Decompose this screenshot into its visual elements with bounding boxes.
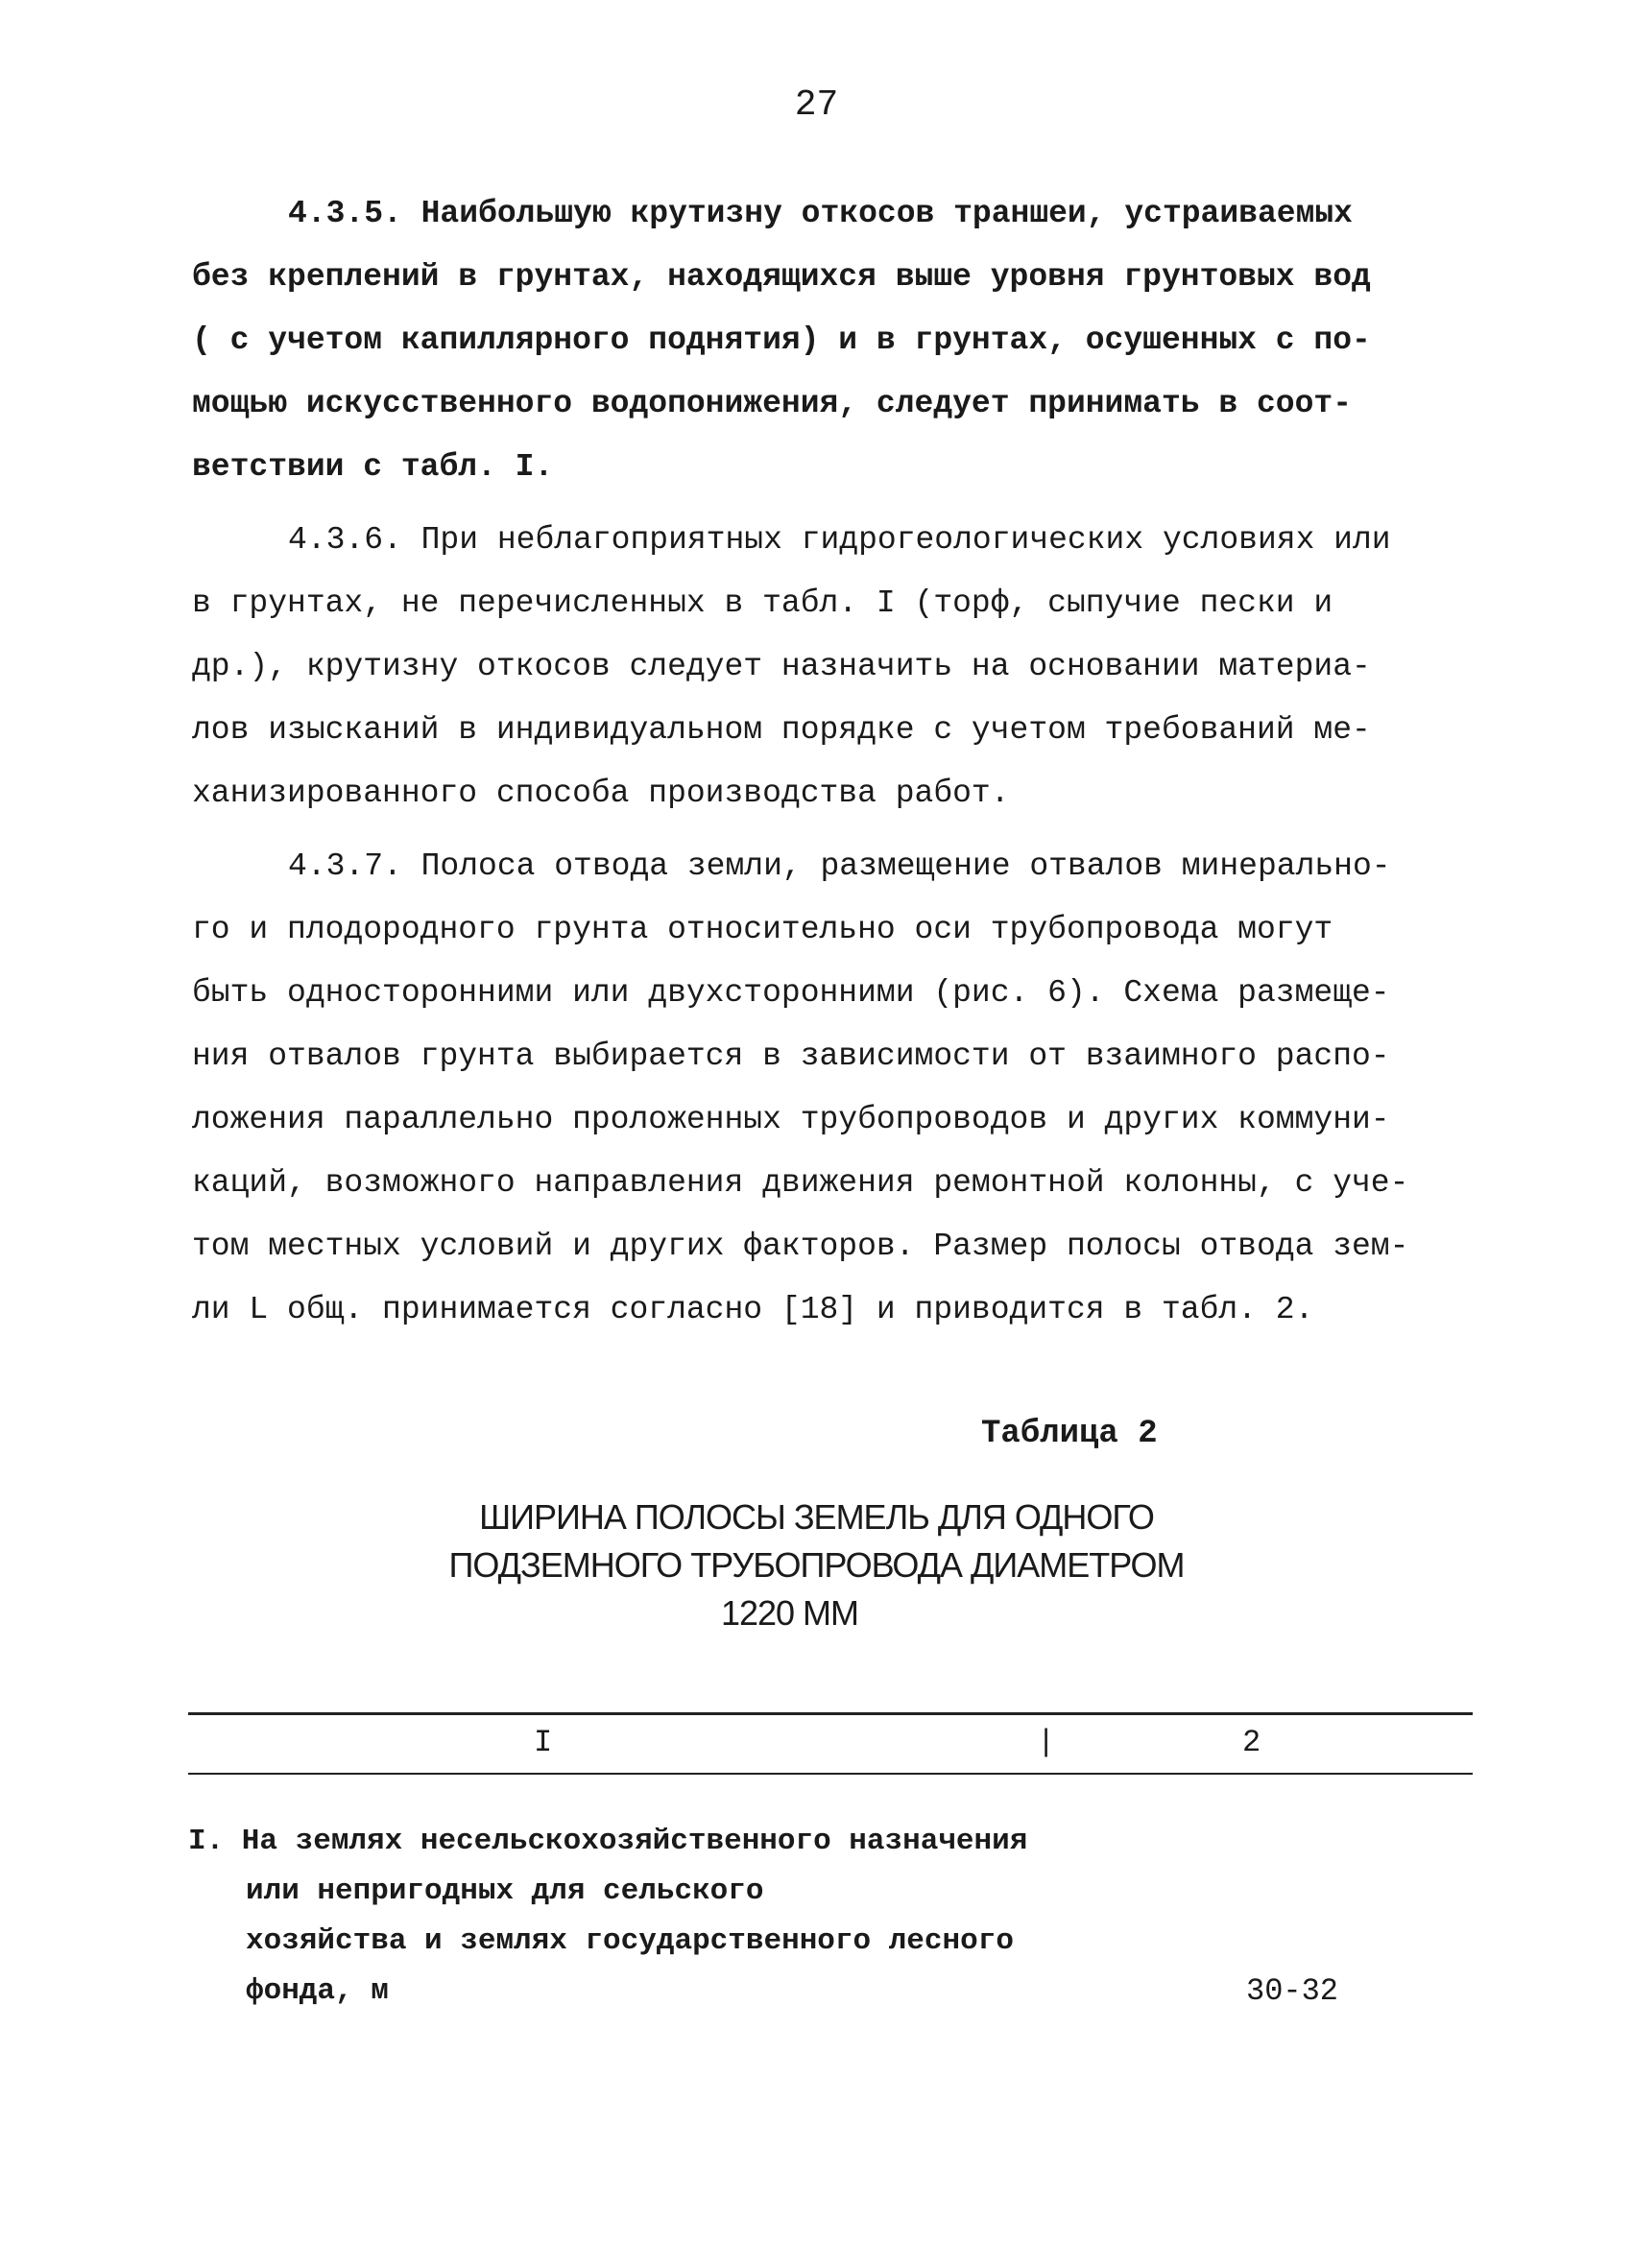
paragraph-line: том местных условий и других факторов. Размер полосы отвода зем- <box>192 1229 1409 1264</box>
paragraph-line: лов изысканий в индивидуальном порядке с учетом требований ме- <box>192 712 1371 748</box>
paragraph-line: ли L общ. принимается согласно [18] и приводится в табл. 2. <box>192 1292 1314 1327</box>
paragraph-line: в грунтах, не перечисленных в табл. I (торф, сыпучие пески и <box>192 585 1333 621</box>
column-separator: | <box>1037 1725 1056 1760</box>
row-description-line: хозяйства и землях государственного лесного <box>246 1924 1014 1958</box>
row-description-line: I. На землях несельскохозяйственного назначения <box>188 1825 1028 1858</box>
paragraph-line: без креплений в грунтах, находящихся выше уровня грунтовых вод <box>192 259 1371 295</box>
row-value: 30-32 <box>1245 1973 1338 2009</box>
paragraph-4-3-7 <box>192 835 1411 1342</box>
data-table <box>188 1712 1473 2066</box>
table-title <box>0 1493 1633 1637</box>
paragraph-line: каций, возможного направления движения ремонтной колонны, с уче- <box>192 1165 1409 1201</box>
paragraph-line: мощью искусственного водопонижения, следует принимать в соот- <box>192 386 1352 421</box>
paragraph-4-3-5 <box>192 182 1411 499</box>
paragraph-line: ния отвалов грунта выбирается в зависимости от взаимного распо- <box>192 1039 1390 1074</box>
table-title-line: ПОДЗЕМНОГО ТРУБОПРОВОДА ДИАМЕТРОМ <box>448 1545 1185 1585</box>
paragraph-line: 4.3.6. При неблагоприятных гидрогеологических условиях или <box>288 522 1391 558</box>
column-header-1: I <box>534 1725 553 1760</box>
row-description-line: фонда, м <box>246 1974 389 2008</box>
table-header-rule <box>188 1773 1473 1775</box>
table-row <box>188 1817 1473 2066</box>
page-number: 27 <box>794 84 839 126</box>
row-description <box>188 1817 1129 2017</box>
paragraph-line: 4.3.7. Полоса отвода земли, размещение отвалов минерально- <box>288 848 1391 884</box>
table-header-row <box>188 1715 1473 1773</box>
paragraph-line: го и плодородного грунта относительно оси трубопровода могут <box>192 912 1333 947</box>
paragraph-line: ложения параллельно проложенных трубопроводов и других коммуни- <box>192 1102 1390 1137</box>
table-title-line: ШИРИНА ПОЛОСЫ ЗЕМЕЛЬ ДЛЯ ОДНОГО <box>479 1497 1154 1537</box>
table-title-line: 1220 ММ <box>720 1593 859 1633</box>
table-label: Таблица 2 <box>981 1416 1158 1452</box>
paragraph-line: ханизированного способа производства работ. <box>192 776 1010 811</box>
paragraph-line: ( с учетом капиллярного поднятия) и в грунтах, осушенных с по- <box>192 322 1371 358</box>
row-description-line: или непригодных для сельского <box>246 1874 764 1908</box>
paragraph-line: 4.3.5. Наибольшую крутизну откосов траншеи, устраиваемых <box>288 196 1353 231</box>
column-header-2: 2 <box>1242 1725 1261 1760</box>
paragraph-line: ветствии с табл. I. <box>192 449 554 485</box>
paragraph-4-3-6 <box>192 509 1411 825</box>
paragraph-line: др.), крутизну откосов следует назначить на основании материа- <box>192 649 1371 684</box>
paragraph-line: быть односторонними или двухсторонними (рис. 6). Схема размеще- <box>192 975 1390 1011</box>
